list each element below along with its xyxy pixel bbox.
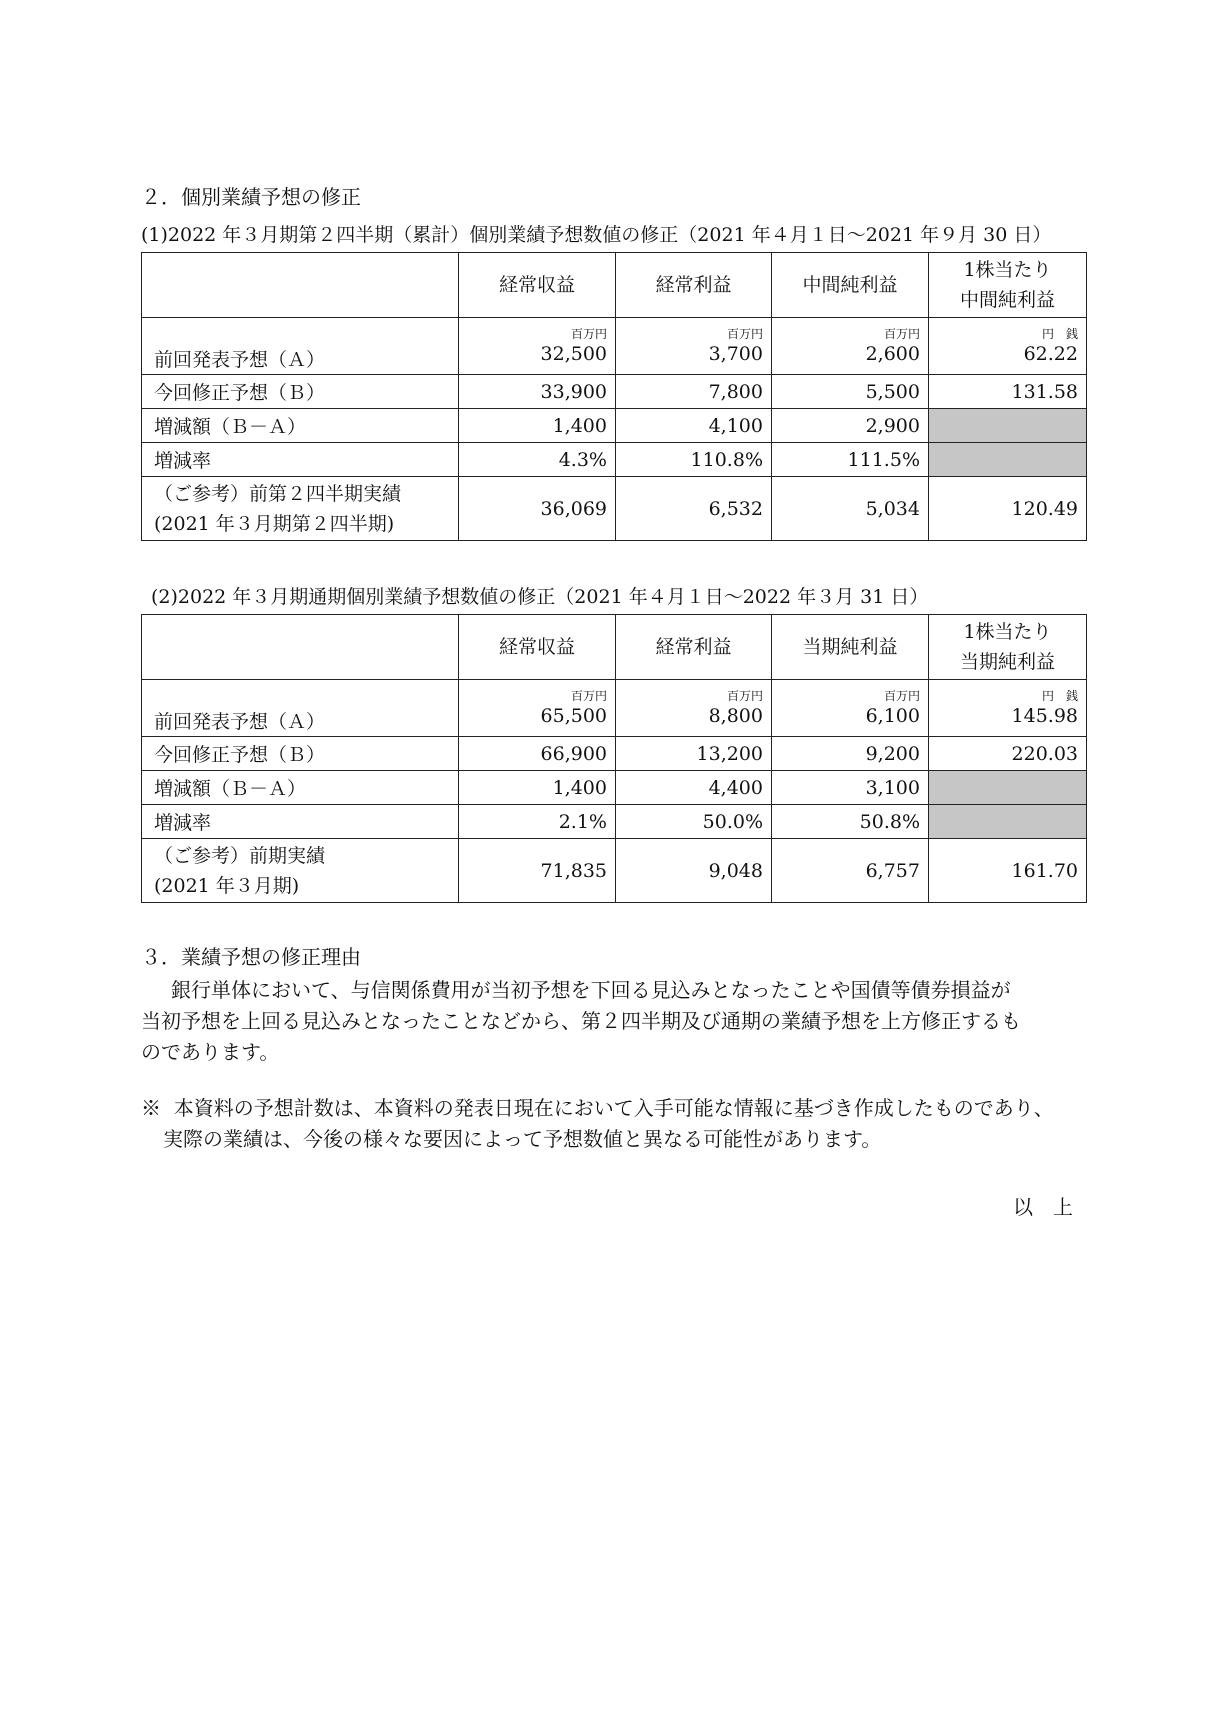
- header-per-share-line-2: 中間純利益: [959, 289, 1055, 311]
- table-row: [142, 680, 1087, 737]
- value: 65,500: [540, 705, 607, 727]
- row-label: 前回発表予想（Ａ）: [142, 318, 459, 375]
- table-2-caption: (2)2022 年３月期通期個別業績予想数値の修正（2021 年４月１日～2022 年３月 31 日）: [151, 586, 929, 608]
- row-label: 増減率: [142, 443, 459, 477]
- section-3-heading: ３．業績予想の修正理由: [141, 945, 361, 969]
- value-cell: 50.0%: [616, 805, 772, 839]
- reference-row-label: [142, 839, 459, 903]
- value: 8,800: [708, 705, 763, 727]
- value: 145.98: [1011, 705, 1078, 727]
- value: 3,700: [708, 343, 763, 365]
- table-row: [142, 805, 1087, 839]
- value-cell: 161.70: [929, 839, 1087, 903]
- value-cell: [772, 680, 929, 737]
- value-cell: [616, 318, 772, 375]
- shaded-empty-cell: [929, 805, 1087, 839]
- table-row: [142, 839, 1087, 903]
- value-cell: 33,900: [459, 375, 616, 409]
- shaded-empty-cell: [929, 409, 1087, 443]
- value-cell: 1,400: [459, 771, 616, 805]
- header-per-share-line-2: 当期純利益: [959, 651, 1055, 673]
- value: 62.22: [1023, 343, 1078, 365]
- value: 2,600: [865, 343, 920, 365]
- unit-label: 円 銭: [1041, 689, 1078, 703]
- value-cell: 4,100: [616, 409, 772, 443]
- table-row: [142, 771, 1087, 805]
- note-mark: ※: [141, 1096, 161, 1120]
- value-cell: 120.49: [929, 477, 1087, 541]
- table-row: [142, 477, 1087, 541]
- closing-text: 以 上: [1013, 1195, 1073, 1219]
- unit-label: 百万円: [570, 327, 607, 341]
- reference-label-line-2: (2021 年３月期): [154, 874, 300, 897]
- value-cell: [616, 680, 772, 737]
- value-cell: 110.8%: [616, 443, 772, 477]
- value-cell: 3,100: [772, 771, 929, 805]
- header-ordinary-income: 経常収益: [459, 253, 616, 318]
- value-cell: 71,835: [459, 839, 616, 903]
- unit-label: 百万円: [883, 327, 920, 341]
- row-label: 増減額（Ｂ－Ａ）: [142, 409, 459, 443]
- reference-label-line-2: (2021 年３月期第２四半期): [154, 512, 395, 535]
- header-ordinary-profit: 経常利益: [616, 615, 772, 680]
- value-cell: 7,800: [616, 375, 772, 409]
- value-cell: [929, 318, 1087, 375]
- forecast-table-q2: [141, 252, 1087, 541]
- note-line-2: 実際の業績は、今後の様々な要因によって予想数値と異なる可能性があります。: [163, 1127, 882, 1151]
- value-cell: 9,048: [616, 839, 772, 903]
- section-2-heading: ２．個別業績予想の修正: [141, 185, 361, 209]
- row-label: 今回修正予想（Ｂ）: [142, 737, 459, 771]
- value-cell: 9,200: [772, 737, 929, 771]
- shaded-empty-cell: [929, 443, 1087, 477]
- value-cell: [772, 318, 929, 375]
- value-cell: 131.58: [929, 375, 1087, 409]
- revision-reason-paragraph: [141, 975, 1101, 1068]
- row-label: 増減率: [142, 805, 459, 839]
- header-per-share: [929, 615, 1087, 680]
- header-net-income: 当期純利益: [772, 615, 929, 680]
- header-ordinary-profit: 経常利益: [616, 253, 772, 318]
- value-cell: 13,200: [616, 737, 772, 771]
- value: 6,100: [865, 705, 920, 727]
- reason-line-2: 当初予想を上回る見込みとなったことなどから、第２四半期及び通期の業績予想を上方修正するも: [141, 1009, 1021, 1033]
- reference-label-line-1: （ご参考）前第２四半期実績: [154, 482, 402, 505]
- unit-label: 円 銭: [1041, 327, 1078, 341]
- header-per-share-line-1: 1株当たり: [963, 621, 1052, 643]
- header-ordinary-income: 経常収益: [459, 615, 616, 680]
- disclaimer-note: [141, 1093, 1101, 1155]
- table-row: [142, 737, 1087, 771]
- value-cell: [459, 680, 616, 737]
- value-cell: 220.03: [929, 737, 1087, 771]
- value-cell: [929, 680, 1087, 737]
- header-empty-cell: [142, 253, 459, 318]
- value-cell: 5,034: [772, 477, 929, 541]
- value: 32,500: [540, 343, 607, 365]
- value-cell: 36,069: [459, 477, 616, 541]
- header-interim-net-income: 中間純利益: [772, 253, 929, 318]
- table-row: [142, 409, 1087, 443]
- unit-label: 百万円: [726, 327, 763, 341]
- header-per-share: [929, 253, 1087, 318]
- value-cell: 66,900: [459, 737, 616, 771]
- reason-line-1: 銀行単体において、与信関係費用が当初予想を下回る見込みとなったことや国債等債券損益が: [171, 978, 1011, 1002]
- table-row: [142, 318, 1087, 375]
- unit-label: 百万円: [726, 689, 763, 703]
- value-cell: 2,900: [772, 409, 929, 443]
- row-label: 前回発表予想（Ａ）: [142, 680, 459, 737]
- reference-row-label: [142, 477, 459, 541]
- header-empty-cell: [142, 615, 459, 680]
- value-cell: 4,400: [616, 771, 772, 805]
- unit-label: 百万円: [883, 689, 920, 703]
- row-label: 増減額（Ｂ－Ａ）: [142, 771, 459, 805]
- value-cell: 2.1%: [459, 805, 616, 839]
- table-row: [142, 443, 1087, 477]
- value-cell: [459, 318, 616, 375]
- value-cell: 50.8%: [772, 805, 929, 839]
- header-per-share-line-1: 1株当たり: [963, 259, 1052, 281]
- reason-line-3: のであります。: [141, 1040, 280, 1064]
- value-cell: 1,400: [459, 409, 616, 443]
- forecast-table-full-year: [141, 614, 1087, 903]
- note-line-1: 本資料の予想計数は、本資料の発表日現在において入手可能な情報に基づき作成したものであり、: [173, 1096, 1054, 1120]
- reference-label-line-1: （ご参考）前期実績: [154, 844, 326, 867]
- table-1-caption: (1)2022 年３月期第２四半期（累計）個別業績予想数値の修正（2021 年４月１日～2021 年９月 30 日）: [141, 224, 1052, 246]
- row-label: 今回修正予想（Ｂ）: [142, 375, 459, 409]
- value-cell: 6,532: [616, 477, 772, 541]
- unit-label: 百万円: [570, 689, 607, 703]
- value-cell: 111.5%: [772, 443, 929, 477]
- shaded-empty-cell: [929, 771, 1087, 805]
- value-cell: 4.3%: [459, 443, 616, 477]
- table-row: [142, 375, 1087, 409]
- value-cell: 6,757: [772, 839, 929, 903]
- value-cell: 5,500: [772, 375, 929, 409]
